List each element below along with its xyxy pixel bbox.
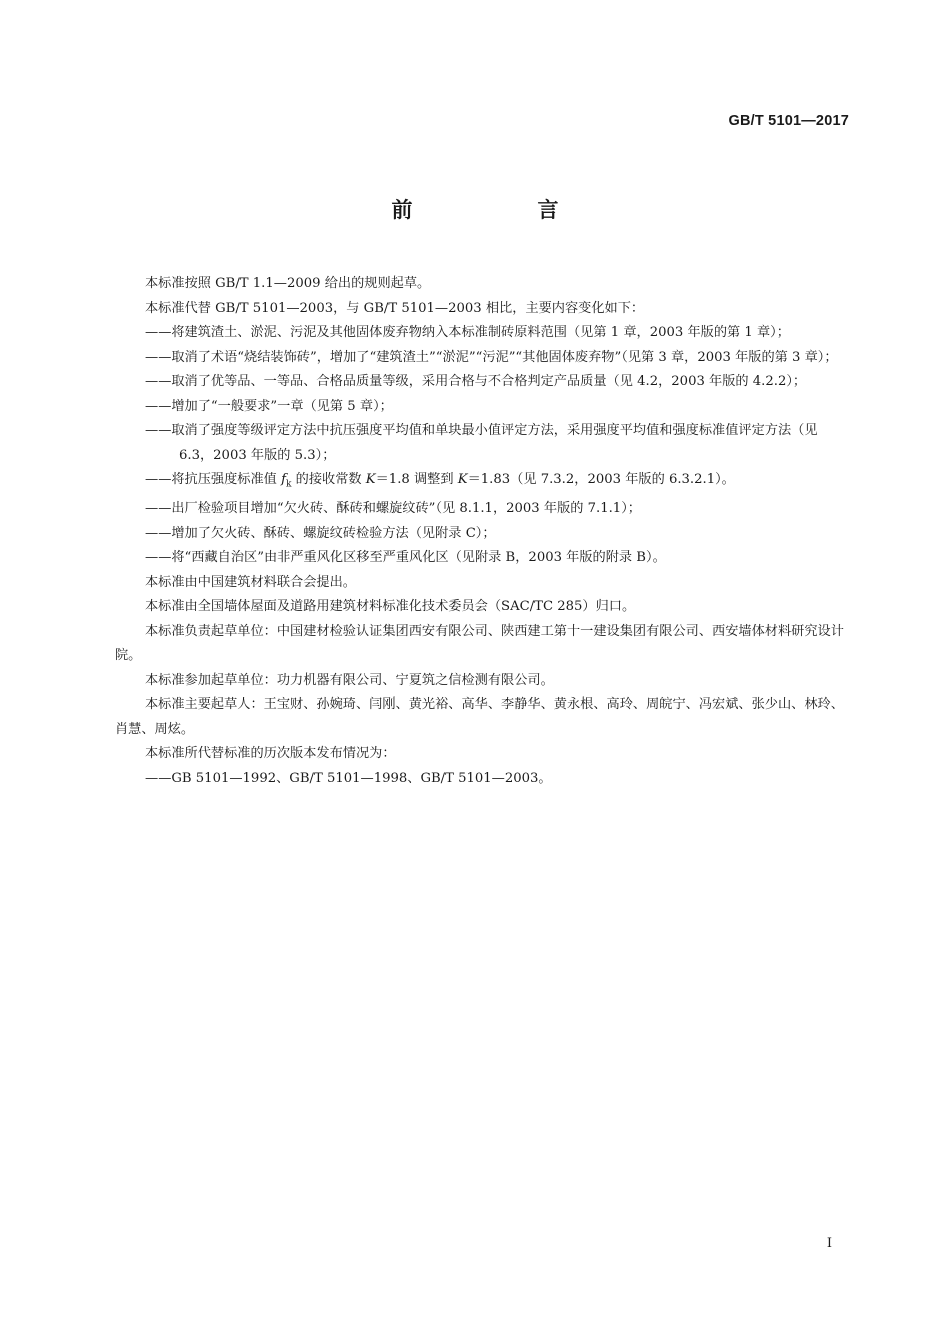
- foreword-body: [115, 272, 853, 791]
- paragraph-main-drafters: 本标准主要起草人：王宝财、孙婉琦、闫刚、黄光裕、高华、李静华、黄永根、高玲、周皖宁、冯宏斌、张少山、林玲、肖慧、周炫。: [115, 697, 844, 737]
- paragraph-drafting-rules: 本标准按照 GB/T 1.1—2009 给出的规则起草。: [145, 276, 431, 291]
- list-item: ——增加了“一般要求”一章（见第 5 章）；: [145, 398, 393, 414]
- page-number: I: [826, 1236, 832, 1251]
- variable-K: K: [457, 472, 468, 487]
- paragraph-committee: 本标准由全国墙体屋面及道路用建筑材料标准化技术委员会（SAC/TC 285）归口。: [145, 599, 636, 615]
- paragraph-lead-drafters: 本标准负责起草单位：中国建材检验认证集团西安有限公司、陕西建工第十一建设集团有限公司、西安墙体材料研究设计院。: [115, 623, 844, 664]
- list-item-formula: [115, 468, 853, 497]
- subscript-k: k: [285, 479, 292, 490]
- list-item: ——取消了强度等级评定方法中抗压强度平均值和单块最小值评定方法，采用强度平均值和强度标准值评定方法（见 6.3，2003 年版的 5.3）；: [145, 423, 818, 463]
- list-item: ——取消了术语“烧结装饰砖”，增加了“建筑渣土”“淤泥”“污泥”“其他固体废弃物”（见第 3 章，2003 年版的第 3 章）；: [145, 349, 838, 365]
- list-item: ——将建筑渣土、淤泥、污泥及其他固体废弃物纳入本标准制砖原料范围（见第 1 章，2003 年版的第 1 章）；: [145, 325, 790, 340]
- list-item: ——取消了优等品、一等品、合格品质量等级，采用合格与不合格判定产品质量（见 4.2，2003 年版的 4.2.2）；: [145, 374, 807, 389]
- paragraph-proposer: 本标准由中国建筑材料联合会提出。: [145, 574, 356, 590]
- page-title: 前 言: [391, 198, 611, 222]
- paragraph-participating-drafters: 本标准参加起草单位：功力机器有限公司、宁夏筑之信检测有限公司。: [145, 672, 554, 688]
- list-item-history: ——GB 5101—1992、GB/T 5101—1998、GB/T 5101—2003。: [145, 770, 552, 786]
- text-segment: 的接收常数: [291, 472, 366, 487]
- text-segment: ＝1.83（见 7.3.2，2003 年版的 6.3.2.1）。: [467, 472, 735, 487]
- text-segment: ＝1.8 调整到: [375, 472, 458, 487]
- list-item: ——将“西藏自治区”由非严重风化区移至严重风化区（见附录 B，2003 年版的附录 B）。: [145, 550, 666, 566]
- standard-code: GB/T 5101—2017: [728, 113, 849, 129]
- paragraph-replaces: 本标准代替 GB/T 5101—2003，与 GB/T 5101—2003 相比，主要内容变化如下：: [145, 300, 645, 316]
- text-segment: ——将抗压强度标准值: [145, 472, 282, 487]
- variable-K: K: [365, 472, 376, 487]
- list-item: ——出厂检验项目增加“欠火砖、酥砖和螺旋纹砖”（见 8.1.1，2003 年版的 7.1.1）；: [145, 501, 641, 517]
- paragraph-history: 本标准所代替标准的历次版本发布情况为：: [145, 746, 396, 762]
- variable-f: f: [281, 472, 286, 487]
- list-item: ——增加了欠火砖、酥砖、螺旋纹砖检验方法（见附录 C）；: [145, 525, 496, 541]
